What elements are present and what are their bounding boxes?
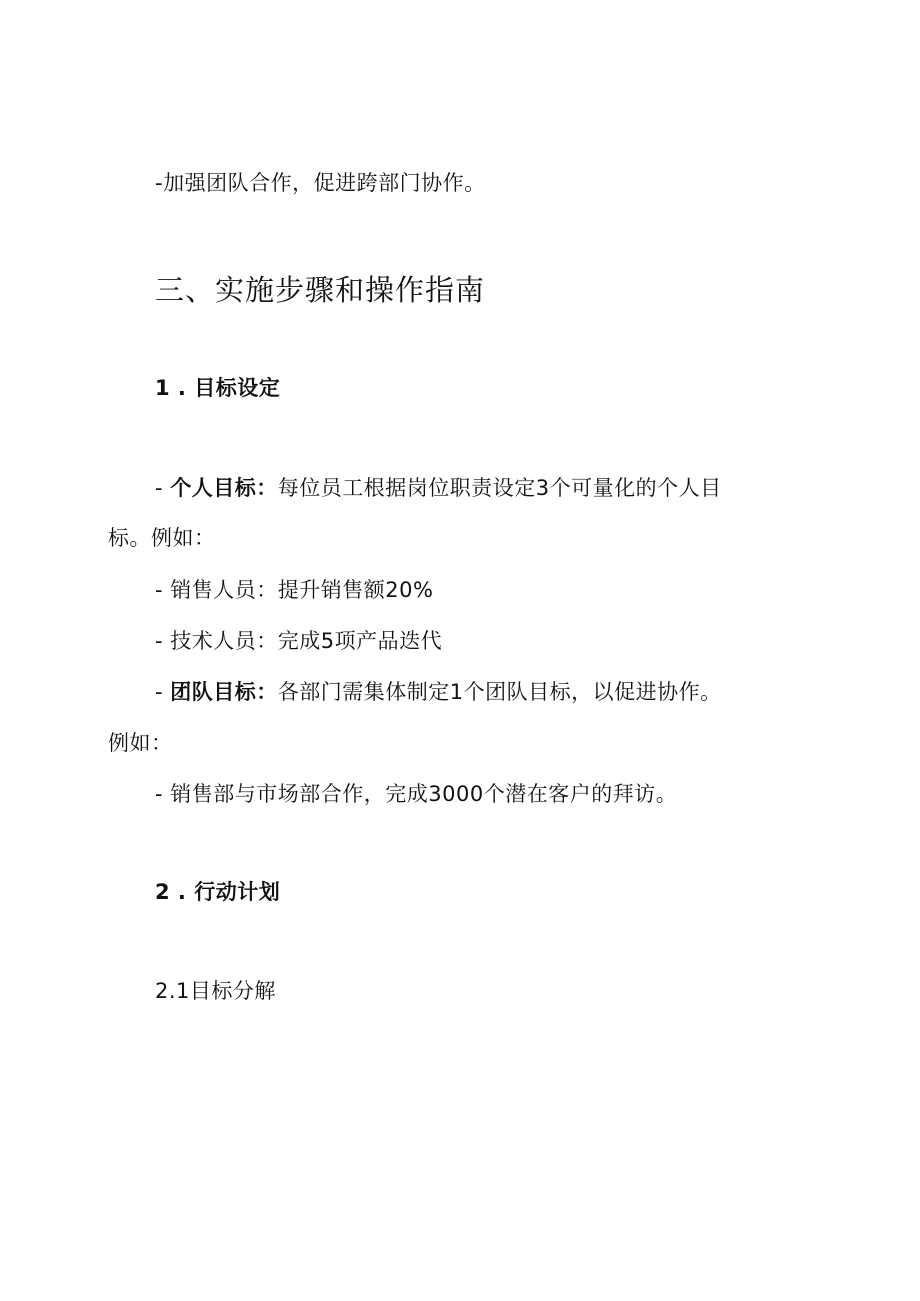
personal-goal-continuation: 标。例如： xyxy=(108,526,216,550)
step21-heading: 2.1目标分解 xyxy=(155,979,276,1003)
team-goal-continuation: 例如： xyxy=(108,731,173,755)
team-goal-line xyxy=(155,677,722,707)
team-goal-text: 各部门需集体制定1个团队目标，以促进协作。 xyxy=(277,680,722,704)
bullet-dash: - xyxy=(155,680,171,704)
step1-heading: 1 . 目标设定 xyxy=(155,376,281,400)
team-goal-label: 团队目标： xyxy=(170,680,278,704)
sales-example: - 销售人员：提升销售额20% xyxy=(155,578,434,602)
step2-heading: 2 . 行动计划 xyxy=(155,880,281,904)
personal-goal-line xyxy=(155,473,722,503)
personal-goal-label: 个人目标： xyxy=(170,476,278,500)
team-example: - 销售部与市场部合作，完成3000个潜在客户的拜访。 xyxy=(155,782,678,806)
personal-goal-text: 每位员工根据岗位职责设定3个可量化的个人目 xyxy=(277,476,722,500)
section-heading: 三、实施步骤和操作指南 xyxy=(155,273,486,307)
tech-example: - 技术人员：完成5项产品迭代 xyxy=(155,629,443,653)
text-line-team-cooperation: -加强团队合作，促进跨部门协作。 xyxy=(155,171,486,195)
bullet-dash: - xyxy=(155,476,171,500)
